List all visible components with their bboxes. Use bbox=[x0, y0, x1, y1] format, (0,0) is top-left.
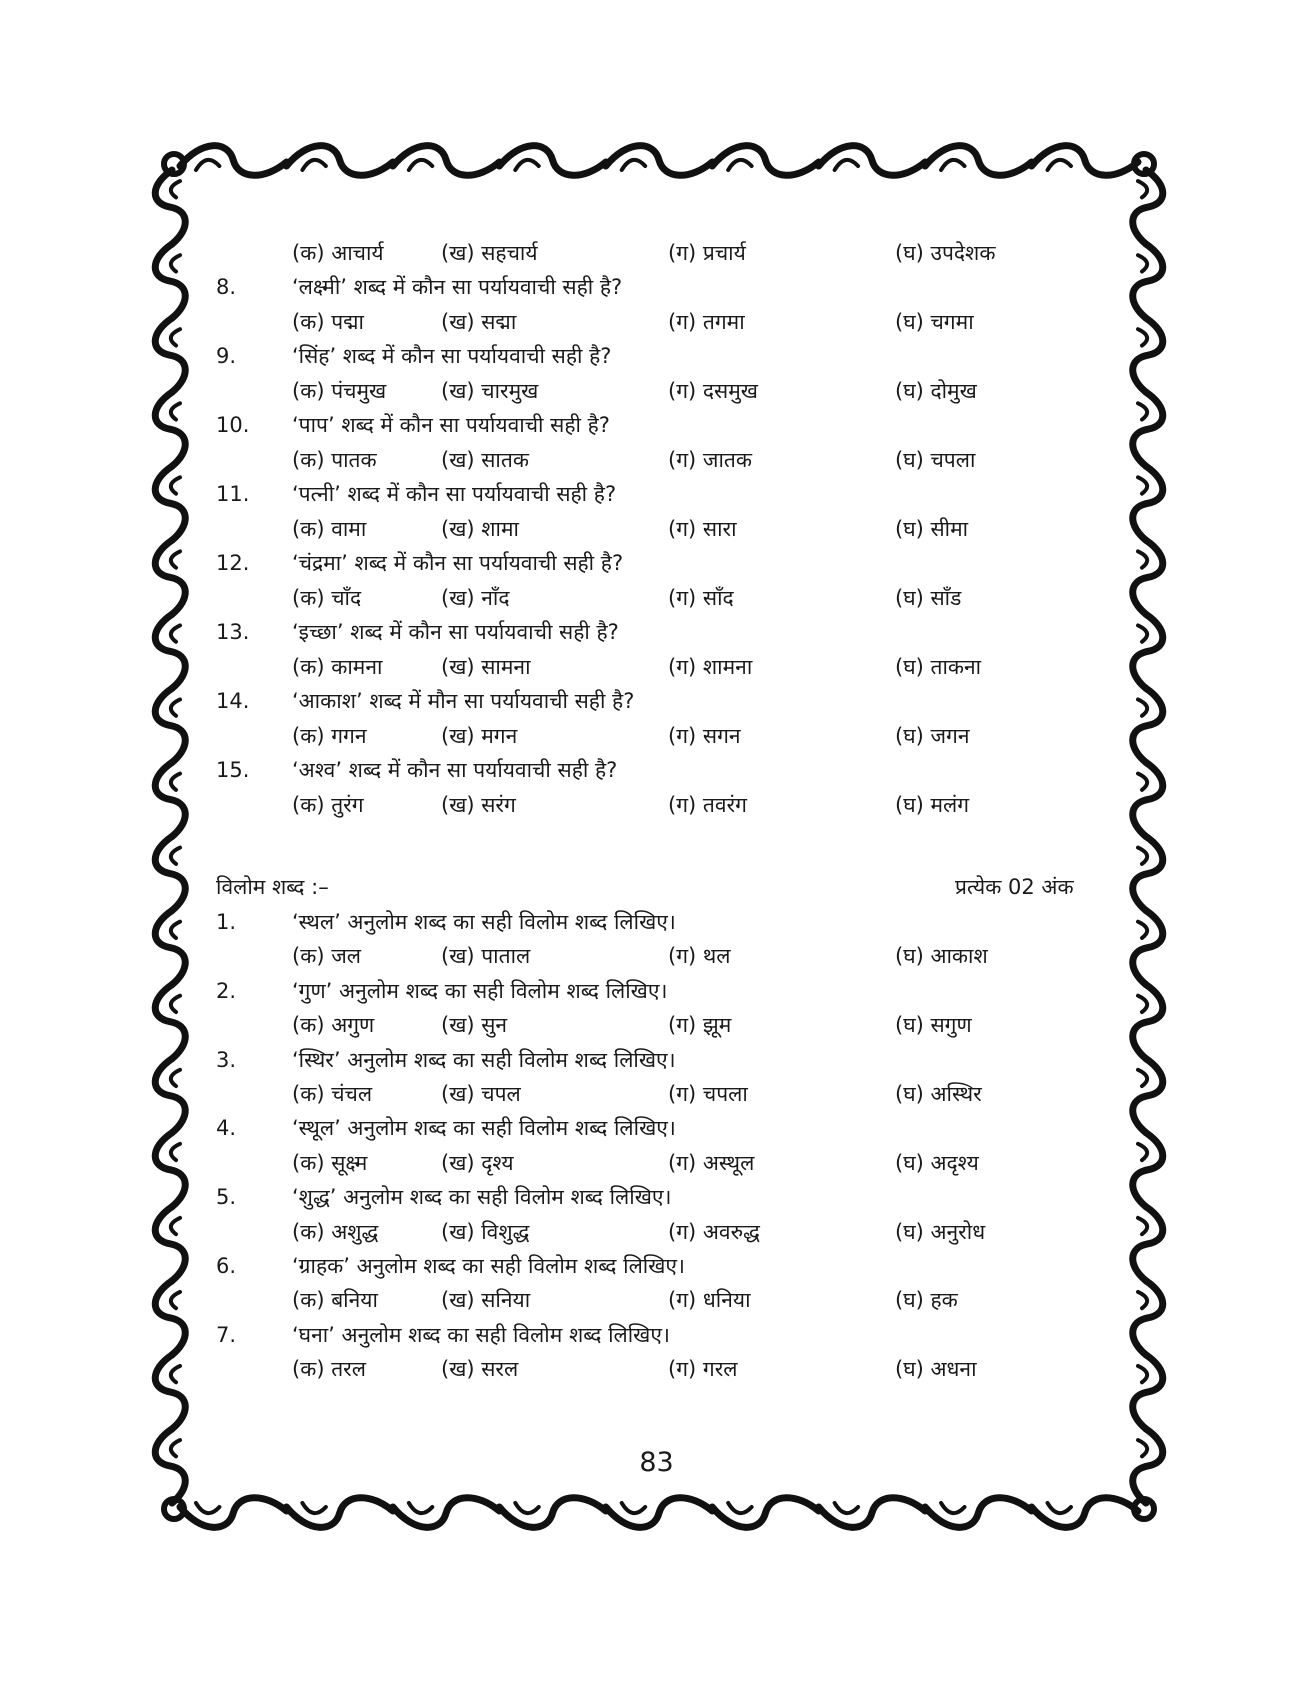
question-text: ‘स्थूल’ अनुलोम शब्द का सही विलोम शब्द लिखिए। bbox=[292, 1116, 676, 1141]
option-gha: (घ) अधना bbox=[895, 1357, 977, 1382]
question-row bbox=[0, 1180, 1313, 1214]
option-ga: (ग) जातक bbox=[668, 447, 753, 472]
option-ka: (क) चंचल bbox=[292, 1082, 373, 1106]
question-row bbox=[0, 477, 1313, 511]
question-text: ‘अश्व’ शब्द में कौन सा पर्यायवाची सही है? bbox=[292, 758, 618, 782]
options-row bbox=[0, 236, 1313, 270]
option-ga: (ग) अस्थूल bbox=[668, 1150, 755, 1175]
option-kha: (ख) पाताल bbox=[441, 944, 531, 969]
question-row bbox=[0, 546, 1313, 580]
question-row bbox=[0, 408, 1313, 442]
question-row bbox=[0, 974, 1313, 1008]
option-ka: (क) अशुद्ध bbox=[292, 1219, 379, 1244]
option-gha: (घ) अनुरोध bbox=[895, 1219, 986, 1244]
question-number: 3. bbox=[216, 1047, 237, 1072]
question-number: 10. bbox=[216, 413, 250, 437]
option-ka: (क) गगन bbox=[292, 723, 367, 748]
option-ga: (ग) तगमा bbox=[668, 309, 745, 334]
question-row bbox=[0, 905, 1313, 939]
options-row bbox=[0, 512, 1313, 546]
question-number: 12. bbox=[216, 551, 250, 575]
question-row bbox=[0, 615, 1313, 649]
option-gha: (घ) सगुण bbox=[895, 1013, 972, 1038]
question-number: 14. bbox=[216, 689, 250, 713]
question-number: 9. bbox=[216, 344, 237, 368]
option-gha: (घ) चपला bbox=[895, 447, 976, 472]
option-ga: (ग) सगन bbox=[668, 723, 741, 748]
option-kha: (ख) सामना bbox=[441, 654, 531, 679]
section-title: विलोम शब्द :– bbox=[216, 875, 329, 899]
option-ga: (ग) तवरंग bbox=[668, 792, 747, 817]
option-ka: (क) पंचमुख bbox=[292, 378, 387, 403]
option-ga: (ग) थल bbox=[668, 944, 731, 969]
option-ka: (क) सूक्ष्म bbox=[292, 1150, 368, 1175]
question-row bbox=[0, 339, 1313, 373]
option-ka: (क) पातक bbox=[292, 447, 377, 472]
page-number: 83 bbox=[639, 1447, 674, 1478]
option-ga: (ग) अवरुद्ध bbox=[668, 1219, 760, 1244]
option-ka: (क) आचार्य bbox=[292, 241, 384, 265]
option-gha: (घ) अस्थिर bbox=[895, 1082, 982, 1106]
question-text: ‘शुद्ध’ अनुलोम शब्द का सही विलोम शब्द लिखिए। bbox=[292, 1185, 672, 1210]
option-gha: (घ) दोमुख bbox=[895, 378, 977, 403]
question-text: ‘गुण’ अनुलोम शब्द का सही विलोम शब्द लिखिए। bbox=[292, 978, 668, 1003]
antonym-section-header bbox=[0, 870, 1313, 904]
question-text: ‘सिंह’ शब्द में कौन सा पर्यायवाची सही है? bbox=[292, 344, 612, 368]
question-row bbox=[0, 753, 1313, 787]
option-gha: (घ) सीमा bbox=[895, 516, 969, 541]
question-text: ‘पाप’ शब्द में कौन सा पर्यायवाची सही है? bbox=[292, 413, 610, 437]
question-text: ‘पत्नी’ शब्द में कौन सा पर्यायवाची सही है? bbox=[292, 482, 617, 506]
question-row bbox=[0, 270, 1313, 304]
question-number: 15. bbox=[216, 758, 250, 782]
question-row bbox=[0, 1111, 1313, 1145]
option-ga: (ग) दसमुख bbox=[668, 378, 758, 403]
marks-label: प्रत्येक 02 अंक bbox=[955, 875, 1074, 899]
question-number: 5. bbox=[216, 1185, 237, 1210]
question-text: ‘लक्ष्मी’ शब्द में कौन सा पर्यायवाची सही है? bbox=[292, 275, 623, 299]
option-ka: (क) चाँद bbox=[292, 585, 362, 610]
option-gha: (घ) ताकना bbox=[895, 654, 982, 679]
option-kha: (ख) शामा bbox=[441, 516, 519, 541]
option-gha: (घ) साँड bbox=[895, 585, 962, 610]
question-number: 1. bbox=[216, 910, 237, 934]
question-text: ‘स्थिर’ अनुलोम शब्द का सही विलोम शब्द लिखिए। bbox=[292, 1047, 676, 1072]
option-kha: (ख) नाँद bbox=[441, 585, 510, 610]
option-kha: (ख) सुन bbox=[441, 1013, 508, 1038]
option-ga: (ग) प्रचार्य bbox=[668, 241, 746, 265]
option-ka: (क) बनिया bbox=[292, 1288, 378, 1313]
question-number: 11. bbox=[216, 482, 250, 506]
options-row bbox=[0, 1077, 1313, 1111]
options-row bbox=[0, 581, 1313, 615]
question-text: ‘चंद्रमा’ शब्द में कौन सा पर्यायवाची सही है? bbox=[292, 551, 624, 575]
options-row bbox=[0, 719, 1313, 753]
options-row bbox=[0, 1146, 1313, 1180]
option-kha: (ख) सातक bbox=[441, 447, 529, 472]
option-ga: (ग) झूम bbox=[668, 1013, 732, 1038]
options-row bbox=[0, 443, 1313, 477]
option-gha: (घ) उपदेशक bbox=[895, 241, 996, 265]
question-text: ‘स्थल’ अनुलोम शब्द का सही विलोम शब्द लिखिए। bbox=[292, 910, 676, 934]
options-row bbox=[0, 374, 1313, 408]
options-row bbox=[0, 650, 1313, 684]
question-row bbox=[0, 1318, 1313, 1352]
question-row bbox=[0, 1043, 1313, 1077]
option-kha: (ख) सनिया bbox=[441, 1288, 531, 1313]
option-kha: (ख) विशुद्ध bbox=[441, 1219, 530, 1244]
options-row bbox=[0, 1352, 1313, 1386]
question-text: ‘इच्छा’ शब्द में कौन सा पर्यायवाची सही है? bbox=[292, 620, 619, 644]
option-ga: (ग) धनिया bbox=[668, 1288, 751, 1313]
option-gha: (घ) चगमा bbox=[895, 309, 974, 334]
option-kha: (ख) सरल bbox=[441, 1357, 519, 1382]
question-text: ‘आकाश’ शब्द में मौन सा पर्यायवाची सही है? bbox=[292, 689, 635, 713]
option-gha: (घ) जगन bbox=[895, 723, 970, 748]
options-row bbox=[0, 305, 1313, 339]
question-number: 4. bbox=[216, 1116, 237, 1141]
option-ka: (क) तरल bbox=[292, 1357, 366, 1382]
option-ga: (ग) चपला bbox=[668, 1082, 748, 1106]
option-kha: (ख) मगन bbox=[441, 723, 518, 748]
option-gha: (घ) अदृश्य bbox=[895, 1150, 979, 1175]
question-number: 13. bbox=[216, 620, 250, 644]
option-kha: (ख) सद्मा bbox=[441, 309, 517, 334]
question-text: ‘ग्राहक’ अनुलोम शब्द का सही विलोम शब्द लिखिए। bbox=[292, 1254, 685, 1278]
option-gha: (घ) आकाश bbox=[895, 944, 988, 969]
question-number: 2. bbox=[216, 978, 237, 1003]
option-ka: (क) जल bbox=[292, 944, 362, 969]
option-ka: (क) तुरंग bbox=[292, 792, 364, 817]
question-number: 7. bbox=[216, 1322, 237, 1347]
option-ka: (क) पद्मा bbox=[292, 309, 364, 334]
options-row bbox=[0, 1008, 1313, 1042]
option-ga: (ग) साँद bbox=[668, 585, 734, 610]
options-row bbox=[0, 788, 1313, 822]
option-ka: (क) वामा bbox=[292, 516, 367, 541]
question-row bbox=[0, 684, 1313, 718]
option-gha: (घ) हक bbox=[895, 1288, 958, 1313]
question-text: ‘घना’ अनुलोम शब्द का सही विलोम शब्द लिखिए। bbox=[292, 1322, 670, 1347]
options-row bbox=[0, 1215, 1313, 1249]
option-ka: (क) कामना bbox=[292, 654, 383, 679]
option-ga: (ग) शामना bbox=[668, 654, 753, 679]
option-kha: (ख) चपल bbox=[441, 1082, 521, 1106]
option-kha: (ख) सरंग bbox=[441, 792, 516, 817]
option-gha: (घ) मलंग bbox=[895, 792, 970, 817]
option-ga: (ग) गरल bbox=[668, 1357, 738, 1382]
question-number: 8. bbox=[216, 275, 237, 299]
option-ka: (क) अगुण bbox=[292, 1013, 375, 1038]
option-kha: (ख) सहचार्य bbox=[441, 241, 538, 265]
option-kha: (ख) चारमुख bbox=[441, 378, 539, 403]
question-number: 6. bbox=[216, 1254, 237, 1278]
question-row bbox=[0, 1249, 1313, 1283]
options-row bbox=[0, 1283, 1313, 1317]
option-ga: (ग) सारा bbox=[668, 516, 737, 541]
options-row bbox=[0, 939, 1313, 973]
option-kha: (ख) दृश्य bbox=[441, 1150, 514, 1175]
